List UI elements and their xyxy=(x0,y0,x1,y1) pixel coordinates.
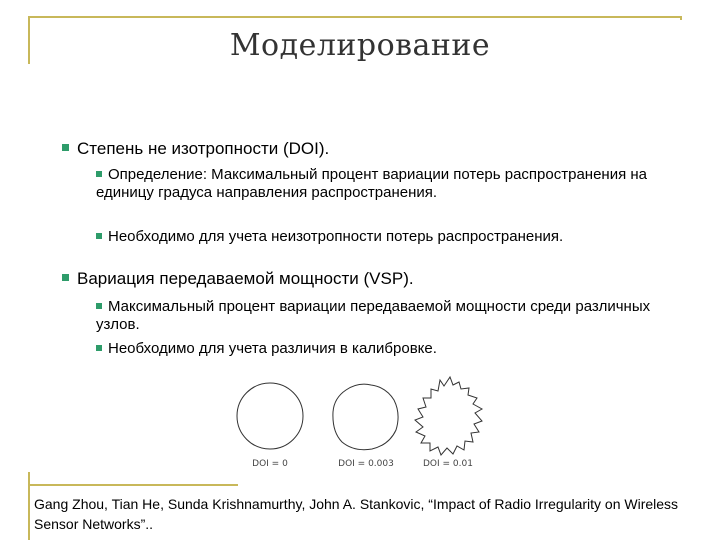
bullet-square-icon xyxy=(96,233,102,239)
bullet-doi-text: Степень не изотропности (DOI). xyxy=(77,139,330,158)
doi-0003-contour xyxy=(333,384,398,450)
citation: Gang Zhou, Tian He, Sunda Krishnamurthy, John A. Stankovic, “Impact of Radio Irregularity on Wireless Sensor Networks”.. xyxy=(34,496,679,532)
frame-bottom-line xyxy=(28,484,238,486)
bullet-square-icon xyxy=(96,345,102,351)
sub-bullet-doi-necessity xyxy=(96,228,696,246)
sub-bullet-text: Определение: Максимальный процент вариации потерь распространения на единицу градуса направления распространения. xyxy=(96,166,647,201)
caption-doi-0: DOI = 0 xyxy=(252,459,288,469)
slide-title: Моделирование xyxy=(229,28,491,63)
frame-right-tick xyxy=(680,16,682,20)
bullet-square-icon xyxy=(62,144,69,151)
bullet-square-icon xyxy=(96,171,102,177)
sub-bullet-text: Необходимо для учета неизотропности потерь распространения. xyxy=(108,228,564,245)
doi-001-contour xyxy=(415,377,482,455)
sub-bullet-doi-definition xyxy=(96,166,696,202)
sub-bullet-text: Необходимо для учета различия в калибровке. xyxy=(108,340,437,357)
bullet-square-icon xyxy=(96,303,102,309)
caption-doi-001: DOI = 0.01 xyxy=(423,459,473,469)
doi-figure xyxy=(226,372,506,472)
frame-top-line xyxy=(28,16,682,18)
sub-bullet-vsp-necessity xyxy=(96,340,696,358)
bullet-doi xyxy=(62,138,329,160)
sub-bullet-text: Максимальный процент вариации передаваемой мощности среди различных узлов. xyxy=(96,298,651,333)
frame-bottom-left-line xyxy=(28,472,30,540)
caption-doi-0003: DOI = 0.003 xyxy=(338,459,394,469)
doi-0-circle xyxy=(237,383,303,449)
sub-bullet-vsp-definition xyxy=(96,298,696,334)
bullet-vsp xyxy=(62,268,414,290)
bullet-vsp-text: Вариация передаваемой мощности (VSP). xyxy=(77,269,414,288)
bullet-square-icon xyxy=(62,274,69,281)
